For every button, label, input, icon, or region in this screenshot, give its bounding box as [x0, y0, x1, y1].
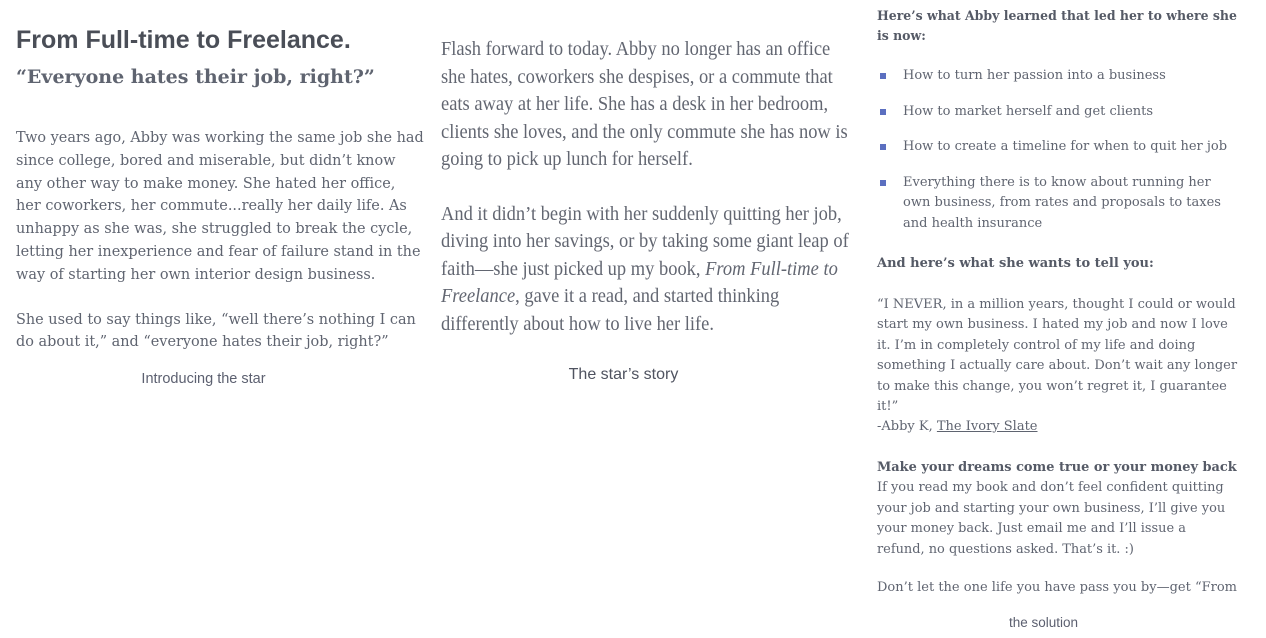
list-item-text: own business, from rates and proposals to taxes [903, 195, 1221, 210]
text-line: do about it,” and “everyone hates their job, right?” [16, 334, 389, 351]
text-span: faith—she just picked up my book, [441, 258, 706, 280]
story-paragraph-1 [441, 36, 872, 174]
book-title: Freelance [441, 286, 516, 307]
list-item [877, 66, 1227, 87]
guarantee-line: your money back. Just email me and I’ll issue a [877, 521, 1186, 537]
heading-line: Here’s what Abby learned that led her to where she [877, 9, 1237, 24]
text-line: eats away at her life. She has a desk in her bedroom, [441, 94, 829, 115]
paragraph-gap [441, 174, 872, 201]
text-line [441, 283, 849, 311]
subtitle: “Everyone hates their job, right?” [16, 66, 375, 88]
text-line: Flash forward to today. Abby no longer has an office [441, 39, 831, 60]
text-line: any other way to make money. She hated her office, [16, 175, 396, 192]
text-line: clients she loves, and the only commute she has now is [441, 121, 848, 143]
quote-line: start my own business. I hated my job and now I love [877, 317, 1228, 333]
guarantee-section [877, 458, 1239, 560]
guarantee-line: your job and starting your own business, I’ll give you [877, 500, 1226, 516]
quote-line: something I actually care about. Don’t wait any longer [877, 358, 1238, 374]
panel-caption: the solution [1008, 615, 1079, 630]
panel-caption: The star’s story [568, 366, 679, 383]
square-bullet-icon [880, 180, 886, 186]
testimonial-attribution [877, 417, 1237, 437]
closing-line: Don’t let the one life you have pass you by—get “From [877, 580, 1237, 595]
text-line: since college, bored and miserable, but didn’t know [16, 152, 396, 169]
guarantee-line: refund, no questions asked. That’s it. :) [877, 541, 1134, 557]
square-bullet-icon [880, 73, 886, 79]
learned-heading [877, 7, 1252, 47]
intro-paragraph-2 [16, 309, 426, 355]
text-line: differently about how to live her life. [441, 313, 714, 335]
panel-caption: Introducing the star [141, 371, 266, 387]
quote-line: it!” [877, 399, 899, 415]
text-line: going to pick up lunch for herself. [441, 149, 693, 170]
list-item-text: and health insurance [903, 215, 1043, 231]
text-line: letting her inexperience and fear of failure stand in the [16, 243, 421, 260]
text-line: diving into her savings, or by taking some giant leap of [441, 231, 849, 252]
heading-line: is now: [877, 29, 926, 44]
book-title: From Full-time to [705, 258, 838, 280]
list-item-text: Everything there is to know about running her [903, 174, 1211, 190]
testimonial-heading: And here’s what she wants to tell you: [877, 256, 1154, 271]
ivory-slate-link[interactable]: The Ivory Slate [936, 419, 1038, 435]
list-item [877, 137, 1227, 158]
list-item [877, 102, 1227, 123]
list-item-text: How to create a timeline for when to quit her job [903, 139, 1228, 154]
quote-line: to make this change, you won’t regret it, I guarantee [877, 378, 1227, 394]
story-paragraph-2 [441, 201, 872, 339]
quote-line: it. I’m in completely control of my life and doing [877, 337, 1196, 353]
guarantee-line: If you read my book and don’t feel confident quitting [877, 480, 1224, 496]
text-line: She used to say things like, “well there’s nothing I can [16, 311, 416, 328]
text-line: she hates, coworkers she despises, or a commute that [441, 66, 833, 88]
list-item-text: How to market herself and get clients [903, 103, 1154, 119]
text-line [441, 256, 849, 284]
text-line: And it didn’t begin with her suddenly quitting her job, [441, 203, 842, 225]
text-line: way of starting her own interior design business. [16, 266, 376, 283]
learned-list [877, 66, 1227, 249]
page-title: From Full-time to Freelance. [16, 26, 351, 54]
text-span: , gave it a read, and started thinking [515, 286, 780, 307]
square-bullet-icon [880, 109, 886, 115]
square-bullet-icon [880, 144, 886, 150]
story-body [441, 36, 872, 338]
text-line: unhappy as she was, she struggled to break the cycle, [16, 221, 413, 238]
testimonial-quote [877, 295, 1237, 438]
text-line: her coworkers, her commute...really her daily life. As [16, 198, 407, 215]
paragraph-gap [16, 287, 426, 309]
list-item [877, 173, 1227, 235]
guarantee-heading: Make your dreams come true or your money back [877, 460, 1237, 475]
attribution-name: -Abby K, [877, 419, 937, 435]
quote-line: “I NEVER, in a million years, thought I could or would [877, 297, 1236, 312]
intro-paragraph-1 [16, 127, 426, 287]
list-item-text: How to turn her passion into a business [903, 68, 1166, 83]
intro-body [16, 127, 426, 354]
text-line: Two years ago, Abby was working the same job she had [16, 130, 424, 146]
